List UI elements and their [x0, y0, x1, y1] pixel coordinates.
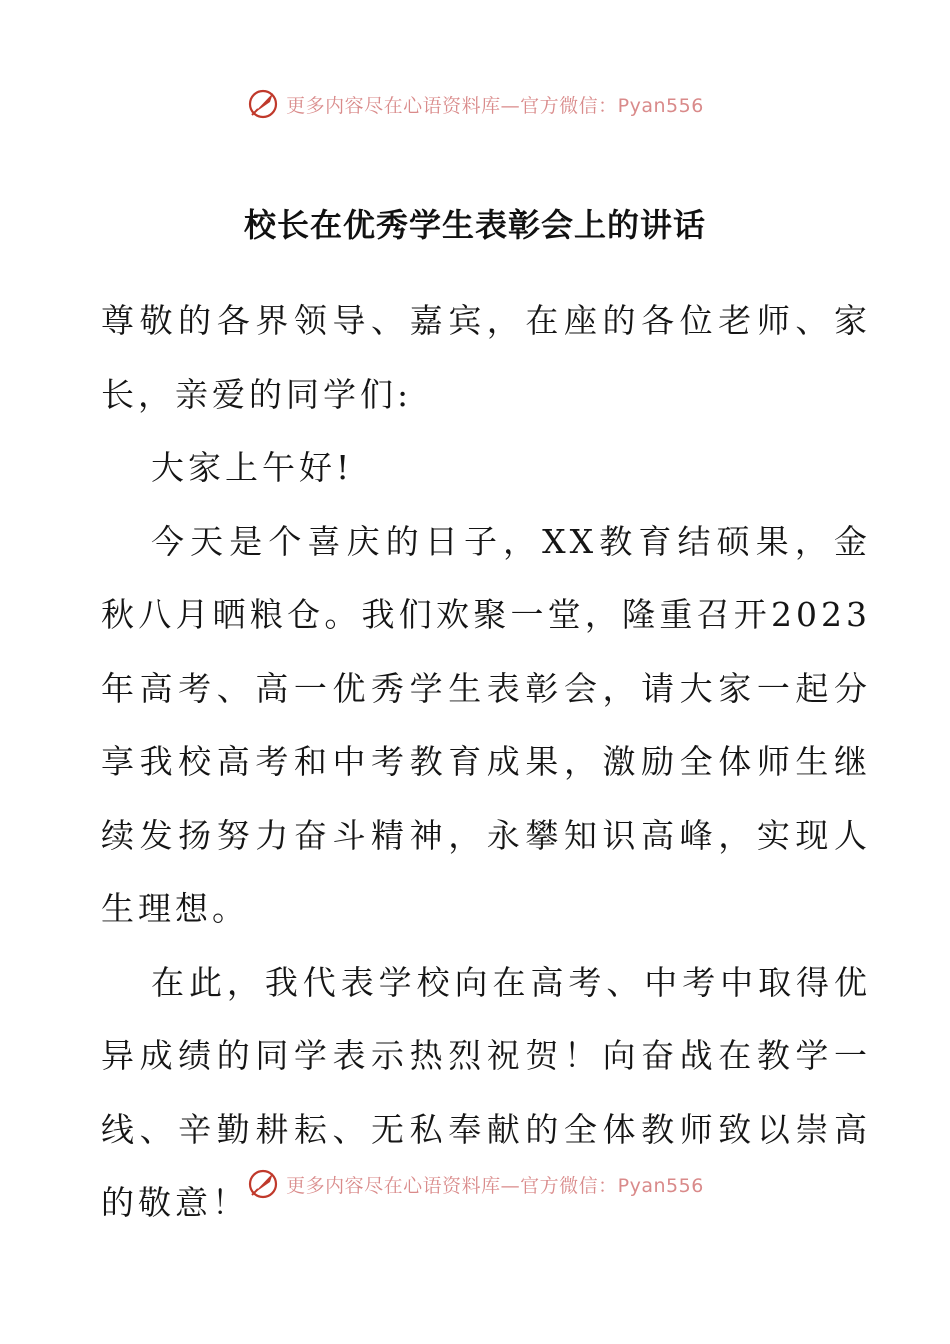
footer-watermark-text: 更多内容尽在心语资料库—官方微信：Pyan556 [286, 1174, 704, 1197]
document-title: 校长在优秀学生表彰会上的讲话 [243, 206, 706, 244]
document-body [101, 284, 871, 1240]
header-watermark-text: 更多内容尽在心语资料库—官方微信：Pyan556 [286, 94, 704, 117]
wechat-id: Pyan556 [617, 94, 704, 117]
body-paragraph: 在此，我代表学校向在高考、中考中取得优异成绩的同学表示热烈祝贺！向奋战在教学一线、辛勤耕耘、无私奉献的全体教师致以崇高的敬意！ [101, 962, 871, 1222]
body-paragraph: 今天是个喜庆的日子，XX教育结硕果，金秋八月晒粮仓。我们欢聚一堂，隆重召开2023年高考、高一优秀学生表彰会，请大家一起分享我校高考和中考教育成果，激励全体师生继续发扬努力奋斗精神，永攀知识高峰，实现人生理想。 [101, 521, 871, 928]
header-watermark-banner [0, 84, 950, 124]
footer-watermark-banner [0, 1164, 950, 1204]
quill-pen-circle-icon [246, 87, 280, 121]
wechat-id: Pyan556 [617, 1174, 704, 1197]
quill-pen-circle-icon [246, 1167, 280, 1201]
greeting-paragraph: 大家上午好! [151, 448, 354, 487]
salutation-paragraph: 尊敬的各界领导、嘉宾，在座的各位老师、家长，亲爱的同学们: [101, 301, 871, 414]
